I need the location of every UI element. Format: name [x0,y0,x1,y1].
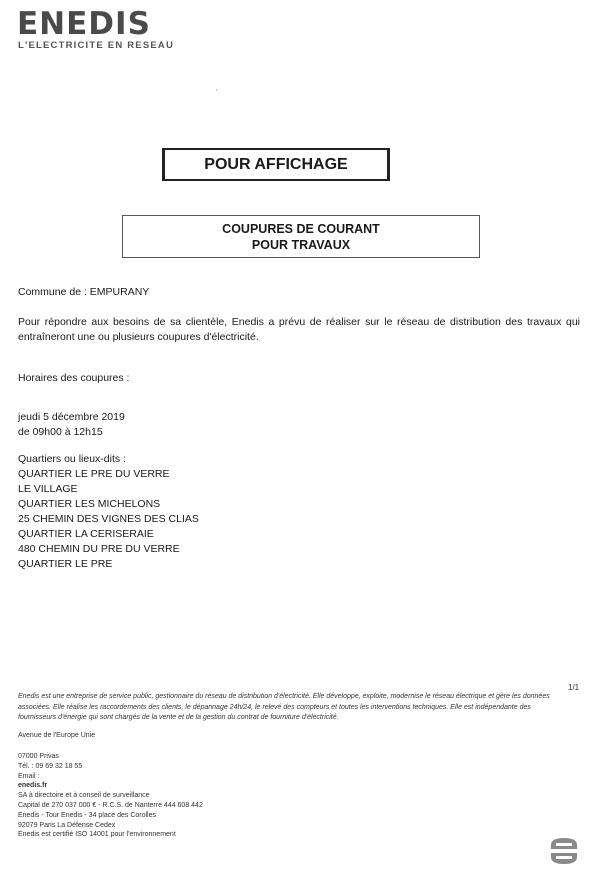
legal-line: SA à directoire et à conseil de surveillance [18,792,150,800]
list-item: QUARTIER LES MICHELONS [18,498,161,510]
schedule-heading: Horaires des coupures : [18,372,130,384]
company-disclaimer: Enedis est une entreprise de service public, gestionnaire du réseau de distribution d'électricité. Elle développe, exploite, modernise le réseau électrique et gère les données associées. Elle réalise les raccordements des clients, le dépannage 24h/24, le relevé des compteurs et toutes les interventions techniques. Elle est indépendante des fournisseurs d'énergie qui sont chargés de la vente et de la gestion du contrat de fourniture d'électricité. [18,693,550,721]
notice-title-line1: COUPURES DE COURANT [222,221,380,236]
enedis-logo: ENEDIS [17,6,151,42]
areas-heading: Quartiers ou lieux-dits : [18,453,126,465]
email-label: Email : [18,772,40,780]
notice-title-line2: POUR TRAVAUX [251,237,351,252]
address-city: 07000 Privas [18,753,59,760]
logo-tagline: L'ELECTRICITE EN RESEAU [18,40,175,51]
phone-number: Tél. : 09 69 32 18 55 [18,762,83,770]
banner-label: POUR AFFICHAGE [204,155,348,173]
pour-affichage-banner [162,148,390,181]
areas-list [18,467,199,572]
page-number: 1/1 [568,683,580,692]
stray-mark: ' [216,88,218,97]
commune-line: Commune de : EMPURANY [18,286,150,298]
list-item: 25 CHEMIN DES VIGNES DES CLIAS [18,513,199,525]
legal-line: Enedis est certifié ISO 14001 pour l'environnement [18,831,176,839]
list-item: LE VILLAGE [18,483,78,495]
list-item: QUARTIER LE PRE DU VERRE [18,468,170,480]
outage-time: de 09h00 à 12h15 [18,426,103,438]
address-street: Avenue de l'Europe Unie [18,732,96,739]
list-item: 480 CHEMIN DU PRE DU VERRE [18,543,180,555]
outage-date: jeudi 5 décembre 2019 [18,411,125,423]
intro-paragraph: Pour répondre aux besoins de sa clientèle, Enedis a prévu de réaliser sur le réseau de distribution des travaux qui entraîneront une ou plusieurs coupures d'électricité. [18,316,580,343]
address-block [18,752,203,840]
website-link[interactable]: enedis.fr [18,782,48,790]
legal-line: 92079 Paris La Défense Cedex [18,821,116,829]
enedis-emblem-icon [545,835,583,867]
list-item: QUARTIER LE PRE [18,558,113,570]
legal-line: Capital de 270 037 000 € - R.C.S. de Nanterre 444 608 442 [18,801,203,809]
legal-line: Enedis - Tour Enedis - 34 place des Corolles [18,811,157,819]
list-item: QUARTIER LA CERISERAIE [18,528,154,540]
notice-title-box [122,215,480,258]
